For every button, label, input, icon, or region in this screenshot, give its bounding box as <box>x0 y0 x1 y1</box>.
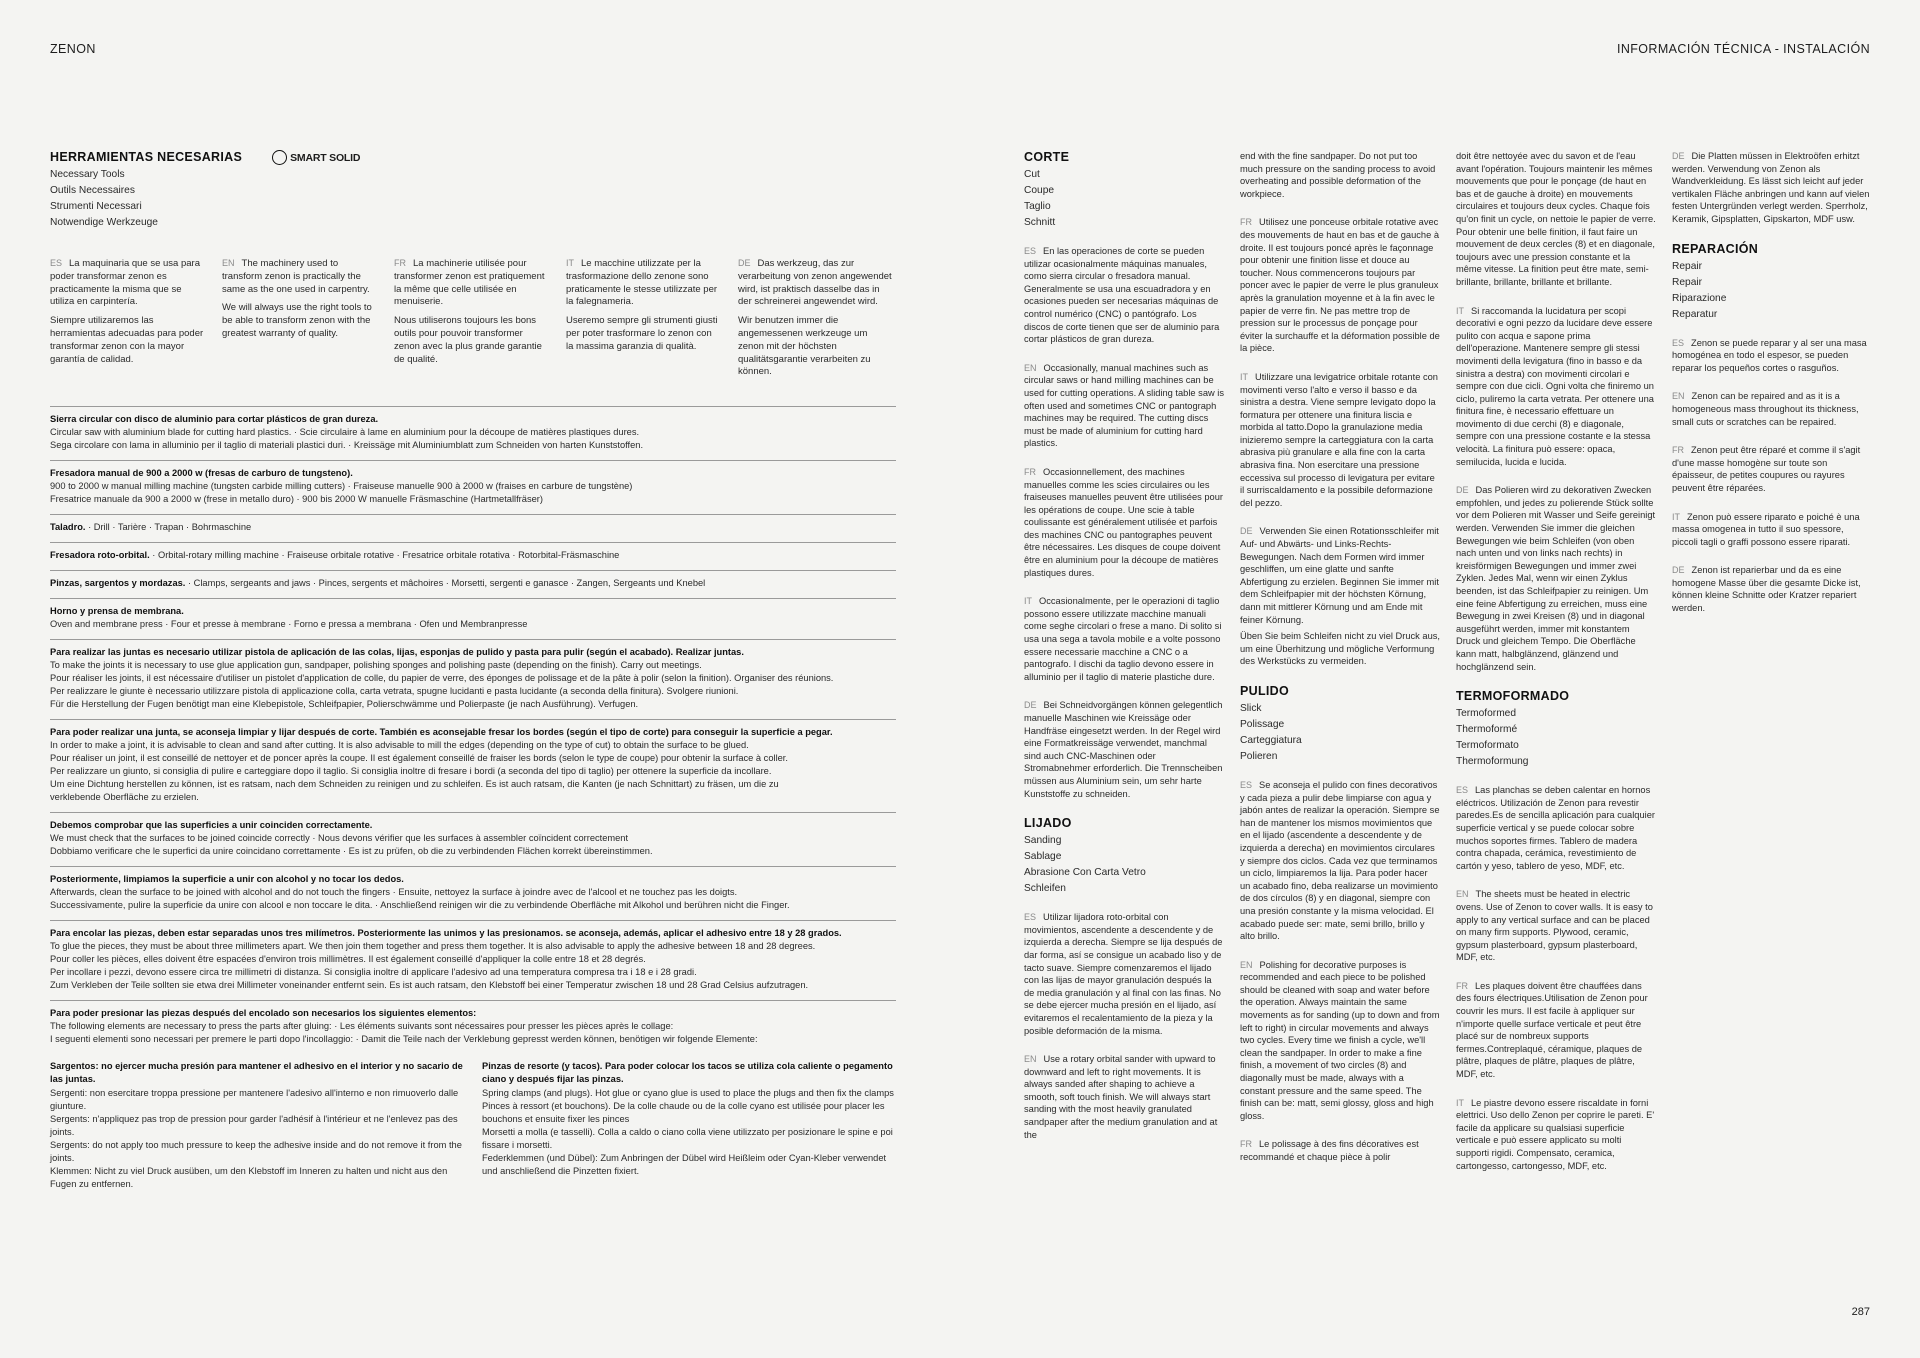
tool-item-title: Para realizar las juntas es necesario utilizar pistola de aplicación de las colas, lijas, esponjas de pulido y pasta para pulir (según el acabado). Realizar juntas. <box>50 647 744 657</box>
lang-code: EN <box>1456 889 1469 900</box>
name-item: Abrasione Con Carta Vetro <box>1024 867 1146 879</box>
paragraph-text: Se aconseja el pulido con fines decorativos y cada pieza a pulir debe limpiarse con agua y jabón antes de realizar la operación. Siempre se han de mantener los mismos movimientos que en el lijado (ascendente a descendente y de izquierda a derecha) en movimientos circulares y siempre dos ciclos. Cada vez que terminamos un ciclo, limpiaremos la lija. Para poder hacer un acabado fino, deba realizarse un movimiento de dos círculos (8) y en diagonal, siempre con una presión constante y la misma velocidad. El acabado puede ser: mate, semi brillo, brillo y alto brillo. <box>1240 779 1440 942</box>
tool-item-title: Fresadora roto-orbital. <box>50 550 150 560</box>
press-left-line: Klemmen: Nicht zu viel Druck ausüben, um den Klebstoff im Inneren zu halten und nicht aus den Fugen zu entfernen. <box>50 1166 448 1189</box>
col2-paragraph <box>1240 371 1440 510</box>
circle-logo-icon <box>272 150 287 165</box>
tools-list <box>50 406 896 1199</box>
press-title: Para poder presionar las piezas después del encolado son necesarios los siguientes elementos: <box>50 1008 477 1018</box>
pulido-names <box>1240 701 1440 765</box>
lang-code: FR <box>1672 445 1684 456</box>
name-item: Thermoformé <box>1456 724 1518 736</box>
intro-de <box>738 257 893 385</box>
lang-code: DE <box>1024 700 1037 711</box>
paragraph-text: Le piastre devono essere riscaldate in forni elettrici. Uso dello Zenon per coprire le pareti. E' facile da applicare su qualsiasi superficie verticale e può essere applicato su molti supporti rigidi. Compensato, ceramica, cartongesso, cartongesso, MDF, etc. <box>1456 1097 1655 1171</box>
paragraph-text: Bei Schneidvorgängen können gelegentlich manuelle Maschinen wie Kreissäge oder Handfräse eingesetzt werden. In der Regel wird eine Formatkreissäge verwendet, manchmal sind auch CNC-Maschinen oder Stromabnehmer erforderlich. Die Trennscheiben müssen aus Aluminium sein, um sehr harte Kunststoffe zu schneiden. <box>1024 700 1223 799</box>
tool-item-line: Oven and membrane press · Four et presse à membrane · Forno e pressa a membrana · Ofen und Membranpresse <box>50 619 528 629</box>
tool-item-head <box>50 819 896 832</box>
lang-code: DE <box>1240 526 1253 537</box>
tool-item-line: Per incollare i pezzi, devono essere circa tre millimetri di distanza. Si consiglia inoltre di applicare l'adesivo ad una temperatura compresa tra i 18 e i 28 gradi. <box>50 967 697 977</box>
pulido-title: PULIDO <box>1240 683 1290 698</box>
tool-item-title: Posteriormente, limpiamos la superficie a unir con alcohol y no tocar los dedos. <box>50 874 404 884</box>
tool-item <box>50 406 896 460</box>
intro-text: Wir benutzen immer die angemessenen werkzeuge um zenon mit der höchsten qualitätsgarantie verarbeiten zu können. <box>738 315 871 378</box>
reparacion-paragraph <box>1672 390 1870 428</box>
paragraph-text: En las operaciones de corte se pueden utilizar ocasionalmente máquinas manuales, como sierra circular o fresadora manual. Generalmente se usa una escuadradora y en ocasiones pueden ser necesarias máquinas de control numérico (CNC) o pantógrafo. Los discos de corte tienen que ser de aluminio para cortar plásticos de gran dureza. <box>1024 246 1220 345</box>
intro-text: Das werkzeug, das zur verarbeitung von zenon angewendet wird, ist praktisch dasselbe das in der schreinerei angewendet wird. <box>738 258 892 308</box>
col2-lead: end with the fine sandpaper. Do not put too much pressure on the sanding process to avoid overheating and possible deformation of the workpiece. <box>1240 151 1436 199</box>
intro-text: We will always use the right tools to be able to transform zenon with the greatest warranty of quality. <box>222 302 372 339</box>
lang-code: ES <box>1240 779 1253 790</box>
paragraph-text: Occasionalmente, per le operazioni di taglio possono essere utilizzate macchine manuali come seghe circolari o frese a mano. Di solito si usa una sega a tavola mobile e a volte possono essere necessarie macchine a CNC o a pantografo. I dischi da taglio devono essere in alluminio per il taglio di materie plastiche dure. <box>1024 596 1222 682</box>
tool-item-line: Per realizzare le giunte è necessario utilizzare pistola di applicazione colla, carta vetrata, spugne lucidanti e pasta lucidante (a seconda della finitura). Svolgere riunioni. <box>50 686 739 696</box>
press-right-line: Federklemmen (und Dübel): Zum Anbringen der Dübel wird Heißleim oder Cyan-Kleber verwendet und anschließend die Pinzetten fixiert. <box>482 1153 887 1176</box>
polishing-continued-column <box>1456 150 1656 1188</box>
corte-title: CORTE <box>1024 150 1070 164</box>
lang-code: IT <box>1240 371 1248 382</box>
lang-code: DE <box>1672 565 1685 576</box>
page-number: 287 <box>1851 1306 1870 1318</box>
name-item: Thermoformung <box>1456 756 1529 768</box>
paragraph-text: Zenon can be repaired and as it is a homogeneous mass throughout its thickness, small cuts or scratches can be repaired. <box>1672 391 1859 427</box>
paragraph-text: Zenon se puede reparar y al ser una masa homogénea en todo el espesor, se pueden reparar los pequeños cortes o rasguños. <box>1672 337 1867 373</box>
corte-paragraph <box>1024 699 1224 800</box>
corte-paragraph <box>1024 466 1224 579</box>
lang-code: FR <box>394 258 406 268</box>
press-right-title: Pinzas de resorte (y tacos). Para poder colocar los tacos se utiliza cola caliente o pegamento ciano y después fijar las pinzas. <box>482 1061 893 1084</box>
name-item: Schleifen <box>1024 883 1066 895</box>
repair-column <box>1672 150 1870 631</box>
tool-item <box>50 866 896 920</box>
tool-item-line: Dobbiamo verificare che le superfici da unire coincidano correttamente · Es ist zu prüfen, ob die zu verbindenden Flächen korrekt übereinstimmen. <box>50 846 653 856</box>
press-line: The following elements are necessary to press the parts after gluing: · Les éléments suivants sont nécessaires pour presser les pièces après le collage: <box>50 1021 674 1031</box>
tool-item-line: Pour réaliser les joints, il est nécessaire d'utiliser un pistolet d'application de colle, du papier de verre, des éponges de polissage et de la pâte à polir (selon la finition). Organiser des réunions. <box>50 673 834 683</box>
name-item: Coupe <box>1024 185 1055 196</box>
paragraph-text: Das Polieren wird zu dekorativen Zwecken empfohlen, und jedes zu polierende Stück sollte vor dem Polieren mit Wasser und Seife gereinigt werden. Verwenden Sie immer die gleichen Bewegungen wie beim Schleifen (von oben nach unten und von links nach rechts) in kreisförmigen Bewegungen und immer zwei Zyklen. Jedes Mal, wenn wir einen Zyklus beenden, ist das Schleifpapier zu reinigen. Um eine feine Abfertigung zu erreichen, muss eine Bewegung in zwei Kreisen (8) und in diagonal ausgeführt werden, immer mit konstantem Druck und gleichem Tempo. Die Oberfläche kann matt, halbglänzend, glänzend und hochglänzend sein. <box>1456 485 1656 672</box>
paragraph-text: Utilisez une ponceuse orbitale rotative avec des mouvements de haut en bas et de gauche à droite. Il est toujours poncé après le façonnage pour obtenir une finition lisse et douce au toucher. Nous commencerons toujours par poncer avec le papier de verre le plus granuleux après la granulation moyenne et à la fin avec le papier de verre fin. Ne pas mettre trop de pression sur le processus de ponçage pour éviter la surchauffe et la déformation possible de la pièce. <box>1240 217 1440 354</box>
name-item: Repair <box>1672 260 1703 272</box>
reparacion-title: REPARACIÓN <box>1672 241 1759 256</box>
tool-item-title: Sierra circular con disco de aluminio para cortar plásticos de gran dureza. <box>50 414 379 424</box>
tool-item-line: In order to make a joint, it is advisable to clean and sand after cutting. It is also advisable to mill the edges (depending on the type of cut) to obtain the surface to be glued. <box>50 740 749 750</box>
paragraph-text: Occasionnellement, des machines manuelles comme les scies circulaires ou les fraiseuses manuelles peuvent être utilisées pour les opérations de coupe. Une scie à table coulissante est généralement utilisée et parfois des machines CNC ou pantographes peuvent être nécessaires. Les disques de coupe doivent être en aluminium pour la découpe de matières plastiques dures. <box>1024 466 1223 578</box>
intro-text: La maquinaria que se usa para poder transformar zenon es practicamente la misma que se utiliza en carpintería. <box>50 258 200 308</box>
tool-item-head <box>50 927 896 940</box>
name-item: Termoformato <box>1456 740 1519 752</box>
paragraph-text: Die Platten müssen in Elektroöfen erhitzt werden. Verwendung von Zenon als Wandverkleidung. Es lässt sich leicht auf jeder vertikalen Fläche anbringen und kann auf vielen festen Untergründen verlegt werden. Sperrholz, Keramik, Gipsplatten, Gipskarton, MDF usw. <box>1672 151 1870 224</box>
tool-item-head <box>50 413 896 426</box>
paragraph-text: Si raccomanda la lucidatura per scopi decorativi e ogni pezzo da lucidare deve essere pulito con acqua e sapone prima dell'operazione. Mantenere sempre gli stessi movimenti della levigatura (fino in basso e da sinistra a destra) con movimenti circolari e sempre con due cicli. Ogni volta che finiremo un ciclo, puliremo la carta vetrata. Per ottenere una finitura fine, è necessario effettuare un movimento di due cerchi (8) e diagonale, sempre con una pressione costante e la stessa velocità. La finitura può essere: opaca, semilucida, lucida e lucida. <box>1456 305 1654 467</box>
tool-item-title: Fresadora manual de 900 a 2000 w (fresas de carburo de tungsteno). <box>50 468 353 478</box>
tool-item-line: Sega circolare con lama in alluminio per il taglio di materiali plastici duri. · Kreissäge mit Aluminiumblatt zum Schneiden von harten Kunststoffen. <box>50 440 644 450</box>
tool-item-head <box>50 577 896 590</box>
tool-item-translations: · Clamps, sergeants and jaws · Pinces, sergents et mâchoires · Morsetti, sergenti e ganasce · Zangen, Sergeants und Knebel <box>185 578 706 588</box>
paragraph-text: Utilizzare una levigatrice orbitale rotante con movimenti verso l'alto e verso il basso e da sinistra a destra. Viene sempre levigato dopo la formatura per ottenere una finitura liscia e morbida al tatto.Dopo la granulazione media inizieremo sempre la carteggiatura con la carta abrasiva più granulare e alla fine con la carta abrasiva fina. Non esercitare una pressione eccessiva sul processo di levigatura per evitare il surriscaldamento e la possibile deformazione del pezzo. <box>1240 371 1438 508</box>
name-item: Schnitt <box>1024 217 1056 228</box>
tool-item <box>50 812 896 866</box>
paragraph-text: Zenon peut être réparé et comme il s'agit d'une masse homogène sur toute son épaisseur, de petites coupures ou rayures peuvent être réparées. <box>1672 445 1861 493</box>
paragraph-text: Polishing for decorative purposes is recommended and each piece to be polished should be cleaned with soap and water before the operation. Always maintain the same movements as for sanding (up to down and from left to right) in circular movements and always two cycles. Every time we finish a cycle, we'll clean the sandpaper. In order to make a fine finish, a movement of two circles (8) and diagonally must be made, always with a constant pressure and the same speed. The finish can be: matt, semi glossy, gloss and high gloss. <box>1240 959 1440 1121</box>
lijado-paragraph <box>1024 911 1224 1037</box>
tool-item-line: We must check that the surfaces to be joined coincide correctly · Nous devons vérifier que les surfaces à assembler coïncident correctement <box>50 833 629 843</box>
tool-item-line: Um eine Dichtung herstellen zu können, ist es ratsam, nach dem Schneiden zu reinigen und zu schleifen. Es ist auch ratsam, die Kanten (je nach Schnittart) zu fräsen, um die zu <box>50 779 779 789</box>
press-right-line: Morsetti a molla (e tasselli). Colla a caldo o ciano colla viene utilizzato per posizionare le spine e poi fissare i morsetti. <box>482 1127 893 1150</box>
tool-item-line: Successivamente, pulire la superficie da unire con alcool e non toccare le dita. · Anschließend reinigen wir die zu verbindende Oberfläche mit Alkohol und berühren nicht die Finger. <box>50 900 790 910</box>
tool-item-head <box>50 605 896 618</box>
paragraph-text: Le polissage à des fins décoratives est recommandé et chaque pièce à polir <box>1240 1139 1419 1162</box>
tool-item-head <box>50 467 896 480</box>
name-item: Strumenti Necessari <box>50 201 142 212</box>
name-item: Cut <box>1024 169 1040 180</box>
termoformado-paragraph <box>1456 888 1656 964</box>
name-item: Taglio <box>1024 201 1051 212</box>
lang-code: DE <box>1456 485 1469 496</box>
press-right-column <box>482 1060 896 1191</box>
lang-code: FR <box>1456 980 1468 991</box>
tool-item-line: Fresatrice manuale da 900 a 2000 w (frese in metallo duro) · 900 bis 2000 W manuelle Fräsmaschine (Hartmetallfräser) <box>50 494 543 504</box>
tool-item-line: Für die Herstellung der Fugen benötigt man eine Klebepistole, Schleifpapier, Polierschwämme und Polierpaste (je nach Ausführung). Verfugen. <box>50 699 639 709</box>
tool-item-head <box>50 549 896 562</box>
col3-paragraph <box>1456 305 1656 469</box>
tools-section <box>50 150 690 245</box>
paragraph-text: Üben Sie beim Schleifen nicht zu viel Druck aus, um eine Überhitzung und mögliche Verformung des Werkstücks zu vermeiden. <box>1240 631 1440 667</box>
lang-code: ES <box>1672 337 1685 348</box>
col2-paragraph <box>1240 216 1440 355</box>
name-item: Sablage <box>1024 851 1062 863</box>
intro-text: Nous utiliserons toujours les bons outils pour pouvoir transformer zenon avec la plus grande garantie de qualité. <box>394 315 542 365</box>
col3-paragraph <box>1456 484 1656 673</box>
reparacion-paragraph <box>1672 337 1870 375</box>
lang-code: IT <box>1456 305 1464 316</box>
paragraph-text: Utilizar lijadora roto-orbital con movimientos, ascendente a descendente y de izquierda a derecha. Siempre se lija después de dar forma, así se consigue un acabado liso y de tacto suave. Siempre comenzaremos el lijado con las lijas de mayor granulación después la de media granulación y al final con las finas. No se debe ejercer mucha presión en el lijado, así evitaremos el recalentamiento de la pieza y la posible deformación de la misma. <box>1024 912 1223 1036</box>
intro-text: The machinery used to transform zenon is practically the same as the one used in carpentry. <box>222 258 370 295</box>
name-item: Necessary Tools <box>50 169 125 180</box>
lang-code: FR <box>1024 466 1036 477</box>
col2-paragraph <box>1240 525 1440 626</box>
logo-text: SMART SOLID <box>290 151 361 164</box>
tool-item-title: Horno y prensa de membrana. <box>50 606 184 616</box>
section-header: INFORMACIÓN TÉCNICA - INSTALACIÓN <box>1616 42 1870 56</box>
press-columns <box>50 1060 896 1191</box>
tool-item-head <box>50 521 896 534</box>
tool-item-line: To glue the pieces, they must be about three millimeters apart. We then join them together and press them together. It is also advisable to apply the adhesive between 18 and 28 degrees. <box>50 941 816 951</box>
lang-code: EN <box>1024 1054 1037 1065</box>
tool-item-line: Per realizzare un giunto, si consiglia di pulire e carteggiare dopo il taglio. Si consiglia inoltre di fresare i bordi (a seconda del tipo di taglio) per ottenere la superficie da incollare. <box>50 766 772 776</box>
corte-paragraph <box>1024 362 1224 450</box>
lijado-names <box>1024 833 1224 897</box>
press-left-column <box>50 1060 464 1191</box>
reparacion-paragraph <box>1672 564 1870 614</box>
termoformado-paragraph <box>1456 784 1656 872</box>
pulido-paragraph <box>1240 779 1440 943</box>
tool-item-translations: · Drill · Tarière · Trapan · Bohrmaschine <box>85 522 252 532</box>
intro-text: Siempre utilizaremos las herramientas adecuadas para poder transformar zenon con la mayor garantía de calidad. <box>50 315 204 365</box>
tool-item-head <box>50 646 896 659</box>
tool-item-line: Zum Verkleben der Teile sollten sie etwa drei Millimeter voneinander entfernt sein. Es ist auch ratsam, den Klebstoff bei einer Temperatur zwischen 18 und 28 Grad Celsius aufzutragen. <box>50 980 809 990</box>
name-item: Riparazione <box>1672 292 1727 304</box>
press-right-line: Spring clamps (and plugs). Hot glue or cyano glue is used to place the plugs and then fix the clamps <box>482 1088 894 1098</box>
name-item: Notwendige Werkzeuge <box>50 217 158 228</box>
reparacion-paragraph <box>1672 444 1870 494</box>
lijado-paragraph <box>1024 1053 1224 1141</box>
press-left-title: Sargentos: no ejercer mucha presión para mantener el adhesivo en el interior y no sacario de las juntas. <box>50 1061 463 1084</box>
termoformado-paragraph <box>1456 980 1656 1081</box>
tool-item <box>50 920 896 1000</box>
paragraph-text: Zenon ist reparierbar und da es eine homogene Masse über die gesamte Dicke ist, können kleine Schnitte oder Kratzer repariert werden. <box>1672 565 1861 614</box>
lang-code: ES <box>50 258 63 268</box>
termoformado-title: TERMOFORMADO <box>1456 689 1570 704</box>
brand-header: ZENON <box>50 42 96 56</box>
corte-paragraph <box>1024 595 1224 683</box>
tools-title: HERRAMIENTAS NECESARIAS <box>50 150 243 164</box>
lang-code: ES <box>1024 246 1037 256</box>
lang-code: EN <box>222 258 235 268</box>
col4-paragraph <box>1672 150 1870 226</box>
lang-code: ES <box>1456 785 1469 796</box>
lang-code: IT <box>1024 596 1032 607</box>
paragraph-text: Occasionally, manual machines such as circular saws or hand milling machines can be used for cutting operations. A sliding table saw is often used and sometimes CNC or pantograph machines may be required. The cutting discs must be made of aluminium for cutting hard plastics. <box>1024 362 1225 449</box>
tool-item-translations: · Orbital-rotary milling machine · Fraiseuse orbitale rotative · Fresatrice orbitale rotativa · Rotorbital-Fräsmaschine <box>149 550 620 560</box>
tool-item-title: Para encolar las piezas, deben estar separadas unos tres milímetros. Posteriormente las unimos y las presionamos. se aconseja, además, aplicar el adhesivo entre 18 y 28 grados. <box>50 928 842 938</box>
name-item: Carteggiatura <box>1240 734 1302 746</box>
tool-item <box>50 639 896 719</box>
intro-fr <box>394 257 549 372</box>
tool-item-line: 900 to 2000 w manual milling machine (tungsten carbide milling cutters) · Fraiseuse manuelle 900 à 2000 w (fraises en carbure de tungstène) <box>50 481 633 491</box>
tool-item <box>50 570 896 598</box>
press-item <box>50 1000 896 1199</box>
tool-item-title: Para poder realizar una junta, se aconseja limpiar y lijar después de corte. También es aconsejable fresar los bordes (según el tipo de corte) para conseguir la superficie a pegar. <box>50 727 833 737</box>
press-left-line: Sergenti: non esercitare troppa pressione per mantenere l'adesivo all'interno e non rimuoverlo dalle giunture. <box>50 1088 459 1111</box>
paragraph-text: Verwenden Sie einen Rotationsschleifer mit Auf- und Abwärts- und Links-Rechts-Bewegungen. Nach dem Formen wird immer geschliffen, um eine glatte und sanfte Abfertigung zu erzielen. Beginnen Sie immer mit dem Schleifpapier mit der höchsten Körnung, dann mit mittlerer Körnung und am Ende mit feiner Körnung. <box>1240 526 1439 625</box>
lang-code: FR <box>1240 217 1252 228</box>
name-item: Termoformed <box>1456 708 1517 720</box>
paragraph-text: The sheets must be heated in electric ovens. Use of Zenon to cover walls. It is easy to apply to any vertical surface and can be placed on many firm supports. Plywood, ceramic, gypsum plasterboard, gypsum plasterboard, MDF, etc. <box>1456 889 1653 963</box>
paragraph-text: Les plaques doivent être chauffées dans des fours électriques.Utilisation de Zenon pour couvrir les murs. Il est facile à appliquer sur n'importe quelle surface verticale et peut être placé sur de nombreux supports fermes.Contreplaqué, céramique, plaques de plâtre, plaques de plâtre, plaques de plâtre, MDF, etc. <box>1456 980 1648 1080</box>
tool-item-line: Pour réaliser un joint, il est conseillé de nettoyer et de poncer après la coupe. Il est également conseillé de fraiser les bords (selon le type de coupe) pour obtenir la surface à coller. <box>50 753 788 763</box>
reparacion-names <box>1672 259 1870 323</box>
tool-item <box>50 514 896 542</box>
lang-code: FR <box>1240 1139 1252 1150</box>
name-item: Reparatur <box>1672 308 1718 320</box>
intro-es <box>50 257 205 372</box>
pulido-paragraph <box>1240 959 1440 1123</box>
lang-code: EN <box>1024 362 1037 373</box>
intro-text: Useremo sempre gli strumenti giusti per poter trasformare lo zenon con la massima garanzia di qualità. <box>566 315 718 352</box>
col2-paragraph <box>1240 630 1440 668</box>
tool-item-line: verklebende Oberfläche zu erzielen. <box>50 792 199 802</box>
lang-code: DE <box>738 258 751 268</box>
name-item: Outils Necessaires <box>50 185 135 196</box>
tool-item-title: Pinzas, sargentos y mordazas. <box>50 578 186 588</box>
name-item: Repair <box>1672 276 1703 288</box>
termoformado-paragraph <box>1456 1097 1656 1173</box>
termoformado-names <box>1456 706 1656 770</box>
corte-names <box>1024 167 1224 231</box>
press-left-line: Sergents: n'appliquez pas trop de pression pour garder l'adhésif à l'intérieur et ne l'enlevez pas des joints. <box>50 1114 458 1137</box>
tool-item-head <box>50 873 896 886</box>
intro-it <box>566 257 721 360</box>
tool-item-line: Circular saw with aluminium blade for cutting hard plastics. · Scie circulaire à lame en aluminium pour la découpe de matières plastiques dures. <box>50 427 640 437</box>
lang-code: ES <box>1024 912 1037 923</box>
intro-en <box>222 257 377 347</box>
tool-item-title: Taladro. <box>50 522 86 532</box>
corte-column <box>1024 150 1224 1157</box>
tool-item-line: To make the joints it is necessary to use glue application gun, sandpaper, polishing sponges and polishing paste (depending on the finish). Carry out meetings. <box>50 660 702 670</box>
tool-item-line: Afterwards, clean the surface to be joined with alcohol and do not touch the fingers · Ensuite, nettoyez la surface à joindre avec de l'alcool et ne touchez pas les doigts. <box>50 887 738 897</box>
name-item: Sanding <box>1024 835 1062 847</box>
intro-text: La machinerie utilisée pour transformer zenon est pratiquement la même que celle utilisée en menuiserie. <box>394 258 545 308</box>
sanding-continued-column <box>1240 150 1440 1180</box>
smart-solid-logo <box>272 150 360 165</box>
lang-code: IT <box>566 258 574 268</box>
tool-item-head <box>50 726 896 739</box>
tool-item <box>50 598 896 639</box>
tool-item-line: Pour coller les pièces, elles doivent être espacées d'environ trois millimètres. Il est également conseillé d'appliquer la colle entre 18 et 28 degrés. <box>50 954 646 964</box>
tool-item <box>50 719 896 812</box>
intro-text: Le macchine utilizzate per la trasformazione dello zenone sono praticamente le stesse utilizzate per la falegnameria. <box>566 258 718 308</box>
tools-names <box>50 167 690 231</box>
press-line: I seguenti elementi sono necessari per premere le parti dopo l'incollaggio: · Damit die Teile nach der Verklebung gepresst werden können, benötigen wir folgende Elemente: <box>50 1034 758 1044</box>
name-item: Polissage <box>1240 718 1285 730</box>
lang-code: IT <box>1456 1097 1464 1108</box>
col3-lead: doit être nettoyée avec du savon et de l'eau avant l'opération. Toujours maintenir les mêmes mouvements que pour le ponçage (de haut en bas et de gauche à droite) en mouvements circulaires et toujours deux cycles. Chaque fois qu'on finit un cycle, on nettoie le papier de verre. Pour obtenir une belle finition, il faut faire un mouvement de deux cercles (8) et en diagonale, toujours avec une pression constante et la même vitesse. La finition peut être mate, semi-brillante, brillante, brillante et brillante. <box>1456 151 1656 287</box>
paragraph-text: Use a rotary orbital sander with upward to downward and left to right movements. It is always sanded after shaping to achieve a smooth, soft touch finish. We will always start sanding with the most heavily granulated sandpaper after the medium granulation and at the <box>1024 1054 1218 1140</box>
tool-item <box>50 542 896 570</box>
paragraph-text: Las planchas se deben calentar en hornos eléctricos. Utilización de Zenon para revestir paredes.Es de sencilla aplicación para cualquier superficie vertical y se puede colocar sobre muchos soportes firmes. Tablero de madera contra chapada, cerámica, revestimiento de cartón y yeso, tablero de yeso, MDF, etc. <box>1456 785 1655 871</box>
lang-code: EN <box>1240 959 1253 970</box>
lang-code: DE <box>1672 151 1685 161</box>
name-item: Polieren <box>1240 750 1278 762</box>
paragraph-text: Zenon può essere riparato e poiché è una massa omogenea in tutto il suo spessore, piccoli tagli o graffi possono essere riparati. <box>1672 511 1860 547</box>
lijado-title: LIJADO <box>1024 816 1072 831</box>
tool-item-title: Debemos comprobar que las superficies a unir coinciden correctamente. <box>50 820 373 830</box>
pulido-paragraph <box>1240 1138 1440 1163</box>
lang-code: EN <box>1672 391 1685 402</box>
lang-code: IT <box>1672 511 1680 522</box>
corte-paragraph <box>1024 245 1224 346</box>
name-item: Slick <box>1240 702 1262 714</box>
press-right-line: Pinces à ressort (et bouchons). De la colle chaude ou de la colle cyano est utilisée pour placer les bouchons et ensuite fixer les pinces <box>482 1101 885 1124</box>
tool-item <box>50 460 896 514</box>
reparacion-paragraph <box>1672 511 1870 549</box>
press-left-line: Sergents: do not apply too much pressure to keep the adhesive inside and do not remove it from the joints. <box>50 1140 462 1163</box>
